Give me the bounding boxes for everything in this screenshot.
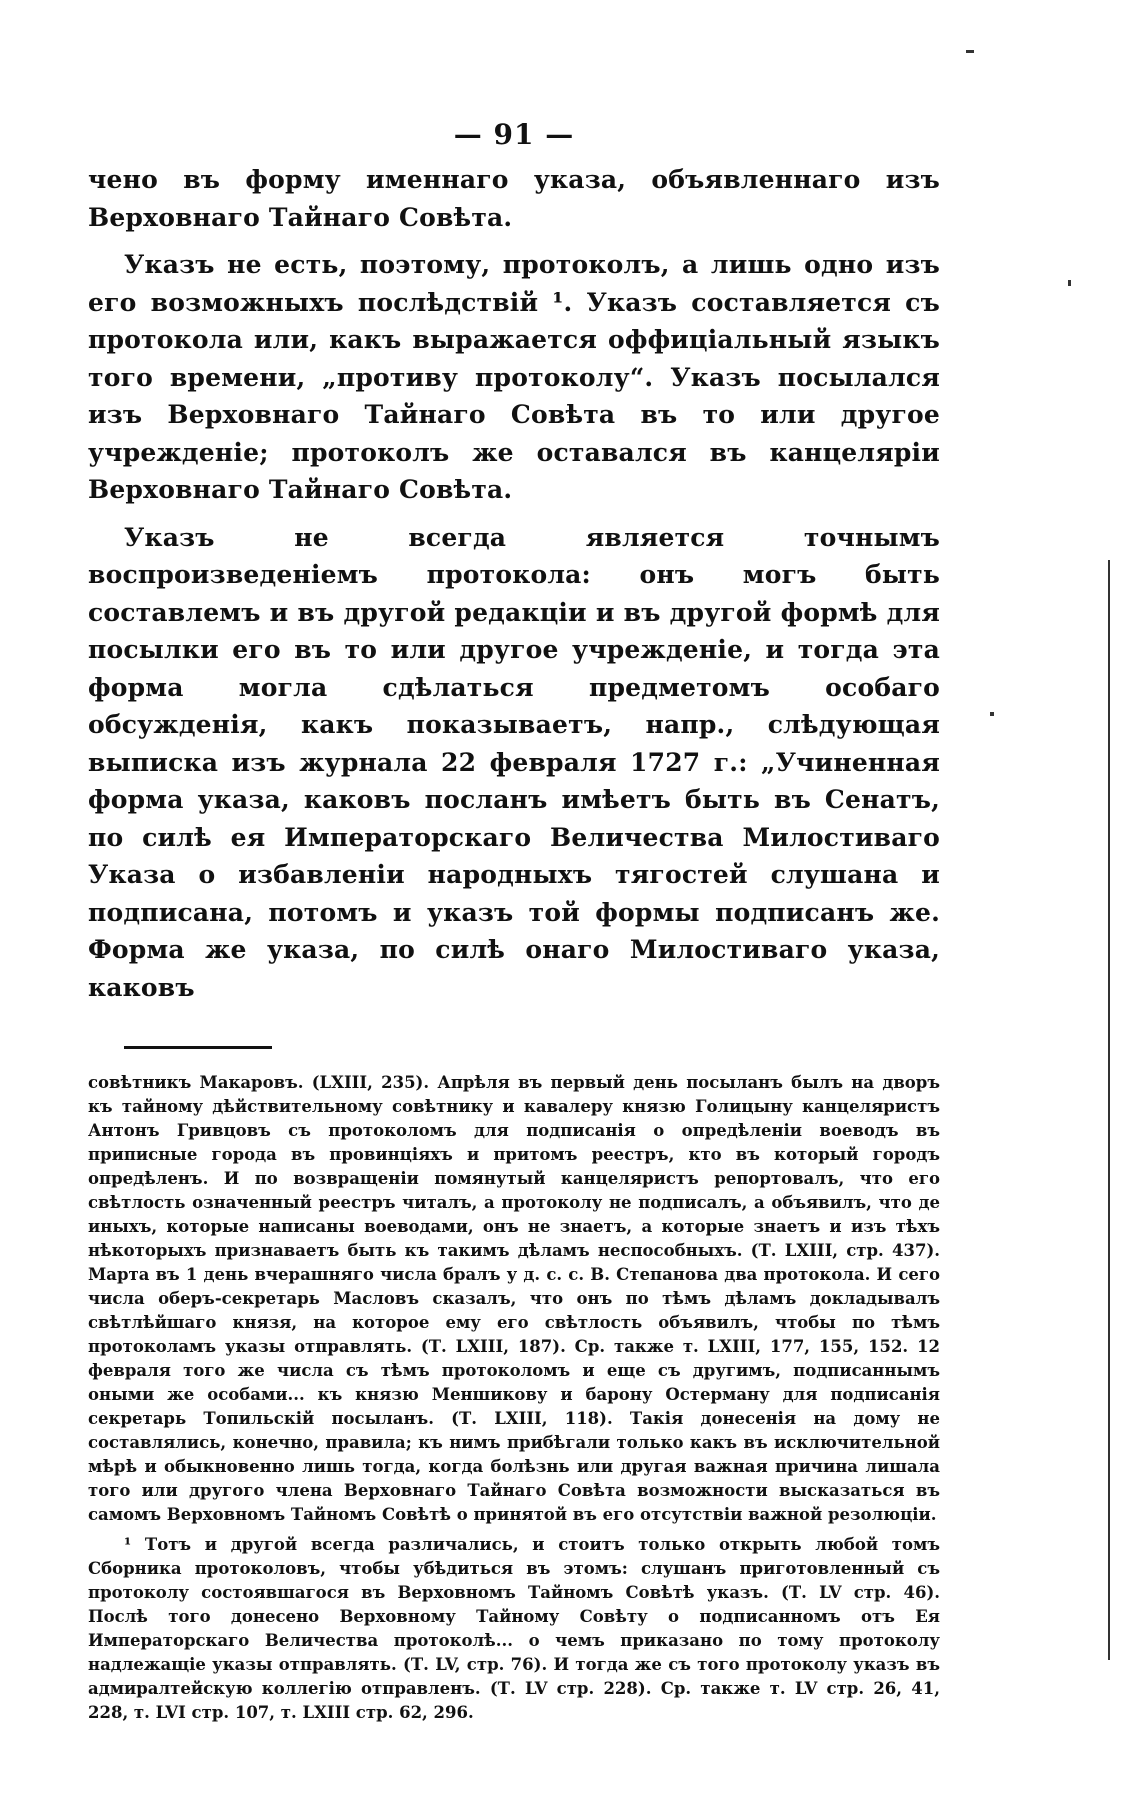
document-page xyxy=(88,118,940,1725)
paragraph-continued: чено въ форму именнаго указа, объявленнаго изъ Верховнаго Тайнаго Совѣта. xyxy=(88,165,940,232)
main-text xyxy=(88,161,940,1006)
page-number: — 91 — xyxy=(453,118,575,151)
scan-speck xyxy=(990,712,994,716)
footnote: ¹ Тотъ и другой всегда различались, и стоитъ только открыть любой томъ Сборника протоколовъ, чтобы убѣдиться въ этомъ: слушанъ приготовленный съ протоколу состоявшагося въ Верховномъ Тайномъ Совѣтѣ указъ. (Т. LV стр. 46). Послѣ того донесено Верховному Тайному Совѣту о подписанномъ отъ Ея Императорскаго Величества протоколѣ... о чемъ приказано по тому протоколу надлежащіе указы отправлять. (Т. LV, стр. 76). И тогда же съ того протоколу указъ въ адмиралтейскую коллегію отправленъ. (Т. LV стр. 228). Ср. также т. LV стр. 26, 41, 228, т. LVI стр. 107, т. LXIII стр. 62, 296. xyxy=(88,1535,940,1722)
paragraph: Указъ не есть, поэтому, протоколъ, а лишь одно изъ его возможныхъ послѣдствій ¹. Указъ составляется съ протокола или, какъ выражается оффиціальный языкъ того времени, „противу протоколу“. Указъ посылался изъ Верховнаго Тайнаго Совѣта въ то или другое учрежденіе; протоколъ же оставался въ канцеляріи Верховнаго Тайнаго Совѣта. xyxy=(88,250,940,504)
footnote-continued: совѣтникъ Макаровъ. (LXIII, 235). Апрѣля въ первый день посыланъ былъ на дворъ къ тайному дѣйствительному совѣтнику и кавалеру князю Голицыну канцеляристъ Антонъ Гривцовъ съ протоколомъ для подписанія о опредѣленіи воеводъ въ приписные города въ провинціяхъ и притомъ реестръ, кто въ который городъ опредѣленъ. И по возвращеніи помянутый канцеляристъ репортовалъ, что его свѣтлость означенный реестръ читалъ, а протоколу не подписалъ, а объявилъ, что де иныхъ, которые написаны воеводами, онъ не знаетъ, а которые знаетъ и изъ тѣхъ нѣкоторыхъ признаваетъ быть къ такимъ дѣламъ неспособныхъ. (Т. LXIII, стр. 437). Марта въ 1 день вчерашняго числа бралъ у д. с. с. В. Степанова два протокола. И сего числа оберъ-секретарь Масловъ сказалъ, что онъ по тѣмъ дѣламъ докладывалъ свѣтлѣйшаго князя, на которое ему его свѣтлость объявилъ, чтобы по тѣмъ протоколамъ указы отправлять. (Т. LXIII, 187). Ср. также т. LXIII, 177, 155, 152. 12 февраля того же числа съ тѣмъ протоколомъ и еще съ другимъ, подписаннымъ оными же особами... къ князю Меншикову и барону Остерману для подписанія секретарь Топильскій посыланъ. (Т. LXIII, 118). Такія донесенія на дому не составлялись, конечно, правила; къ нимъ прибѣгали только какъ въ исключительной мѣрѣ и обыкновенно лишь тогда, когда болѣзнь или другая важная причина лишала того или другого члена Верховнаго Тайнаго Совѣта возможности высказаться въ самомъ Верховномъ Тайномъ Совѣтѣ о принятой въ его отсутствіи важной резолюціи. xyxy=(88,1073,940,1524)
paragraph: Указъ не всегда является точнымъ воспроизведеніемъ протокола: онъ могъ быть составлемъ и въ другой редакціи и въ другой формѣ для посылки его въ то или другое учрежденіе, и тогда эта форма могла сдѣлаться предметомъ особаго обсужденія, какъ показываетъ, напр., слѣдующая выписка изъ журнала 22 февраля 1727 г.: „Учиненная форма указа, каковъ посланъ имѣетъ быть въ Сенатъ, по силѣ ея Императорскаго Величества Милостиваго Указа о избавленіи народныхъ тягостей слушана и подписана, потомъ и указъ той формы подписанъ же. Форма же указа, по силѣ онаго Милостиваго указа, каковъ xyxy=(88,522,940,1002)
scan-speck xyxy=(966,50,974,53)
scan-margin-line xyxy=(1108,560,1110,1660)
footnote-divider xyxy=(124,1046,272,1049)
footnotes xyxy=(88,1071,940,1725)
scan-speck xyxy=(1068,280,1071,286)
